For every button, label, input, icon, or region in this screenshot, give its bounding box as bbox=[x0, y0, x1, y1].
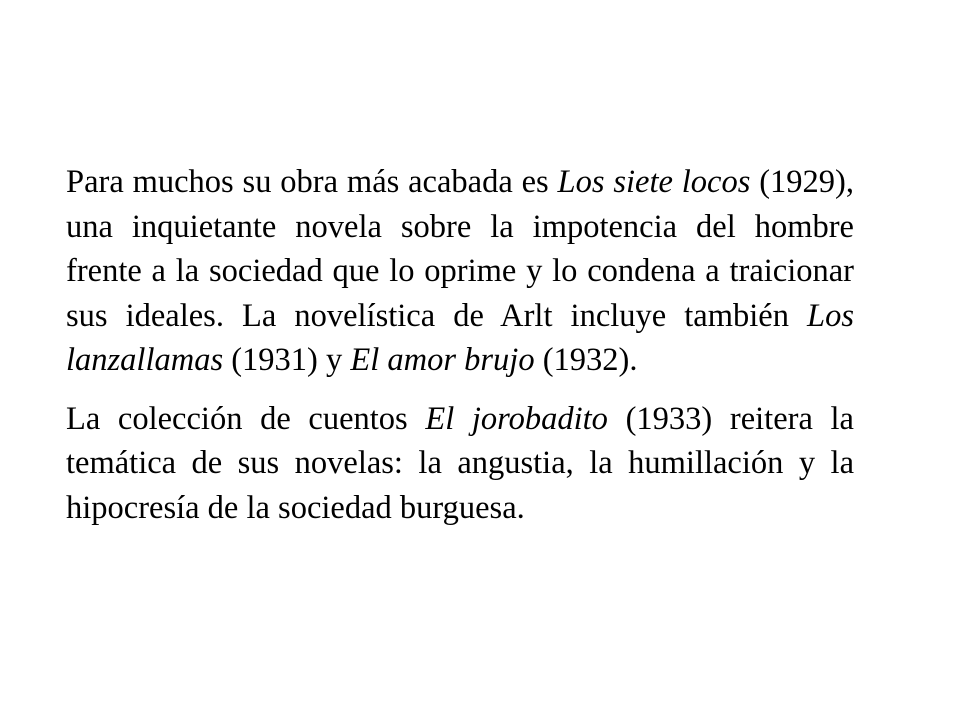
paragraph-el-jorobadito bbox=[66, 397, 854, 531]
text-segment: (1929), una inquietante novela sobre la impotencia del hombre frente a la sociedad que lo oprime y lo condena a traicionar sus ideales. La novelística de Arlt incluye también bbox=[66, 164, 854, 334]
text-segment: (1933) reitera la temática de sus novelas: la angustia, la humillación y la hipocresía de la sociedad burguesa. bbox=[66, 400, 854, 526]
paragraph-los-siete-locos bbox=[66, 160, 854, 383]
text-segment: (1932). bbox=[534, 342, 638, 378]
book-title-el-jorobadito: El jorobadito bbox=[425, 400, 608, 437]
book-title-los-lanzallamas: Los lanzallamas bbox=[66, 297, 854, 378]
text-segment: La colección de cuentos bbox=[66, 400, 426, 437]
book-title-el-amor-brujo: El amor brujo bbox=[350, 342, 535, 378]
text-segment: (1931) y bbox=[223, 342, 351, 378]
text-segment: Para muchos su obra más acabada es bbox=[66, 164, 558, 200]
slide-body bbox=[66, 160, 854, 530]
book-title-los-siete-locos: Los siete locos bbox=[557, 164, 751, 200]
